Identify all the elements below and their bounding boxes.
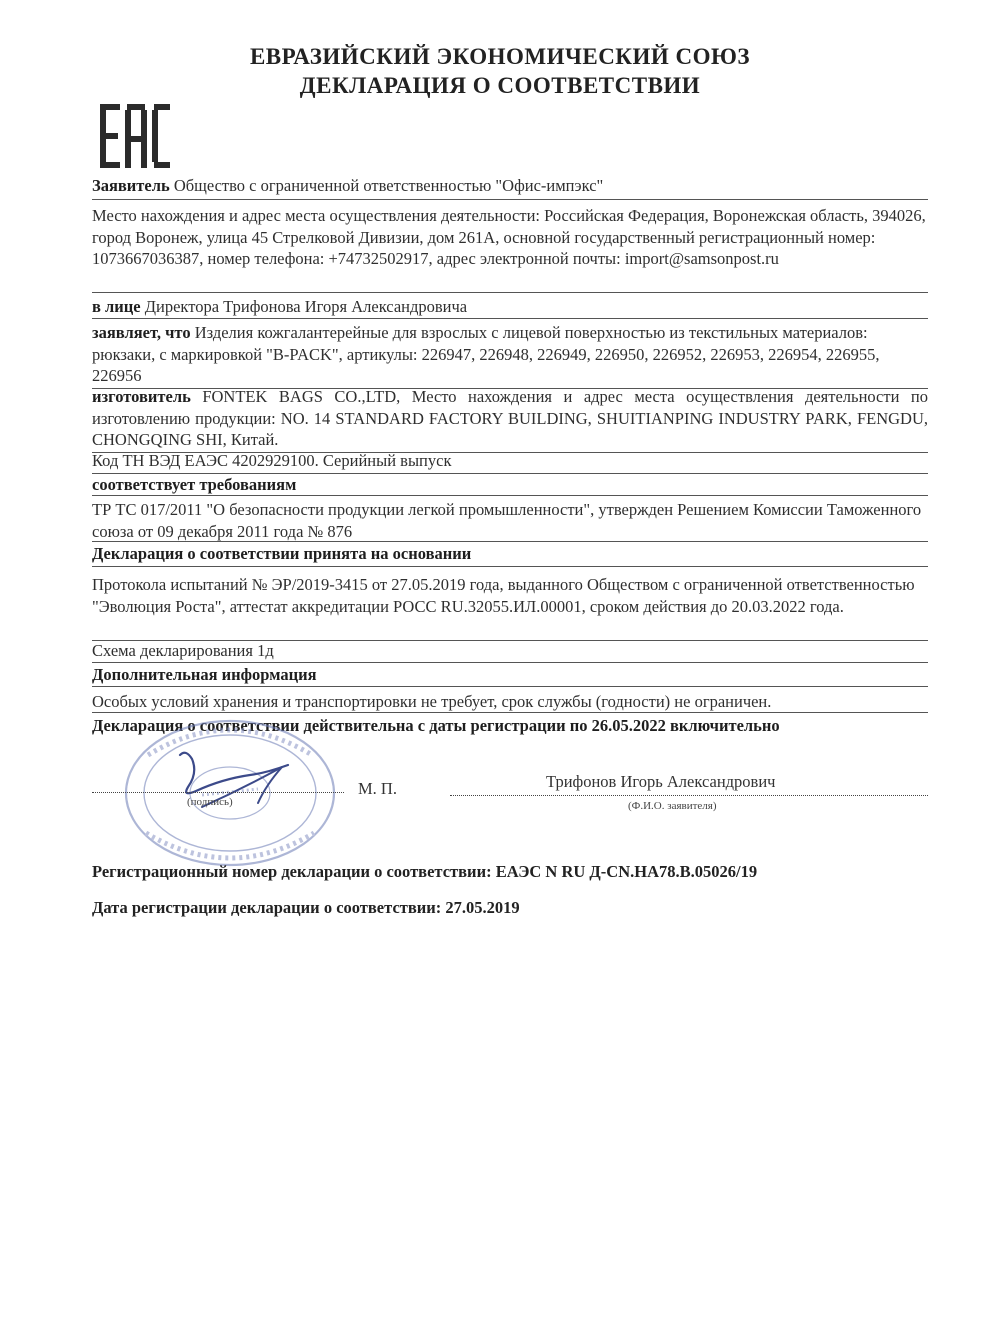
eac-mark-icon	[98, 100, 172, 172]
additional-value: Особых условий хранения и транспортировки не требует, срок службы (годности) не ограничен.	[92, 692, 772, 711]
divider	[92, 662, 928, 663]
divider	[92, 318, 928, 319]
validity-line: Декларация о соответствии действительна с даты регистрации по 26.05.2022 включительно	[92, 716, 780, 735]
union-title: ЕВРАЗИЙСКИЙ ЭКОНОМИЧЕСКИЙ СОЮЗ	[249, 44, 751, 69]
representative-value: Директора Трифонова Игоря Александровича	[144, 297, 468, 316]
complies-value: ТР ТС 017/2011 "О безопасности продукции легкой промышленности", утвержден Решением Комиссии Таможенного союза от 09 декабря 2011 года № 876	[92, 500, 922, 541]
declaration-scheme: Схема декларирования 1д	[92, 641, 274, 660]
divider	[92, 199, 928, 200]
document-title: ДЕКЛАРАЦИЯ О СООТВЕТСТВИИ	[299, 73, 701, 98]
applicant-value: Общество с ограниченной ответственностью "Офис-импэкс"	[173, 176, 604, 195]
representative-label: в лице	[92, 297, 141, 316]
signature-caption: (подпись)	[187, 796, 233, 808]
divider	[92, 686, 928, 687]
divider	[92, 712, 928, 713]
representative-line	[92, 296, 928, 318]
divider	[92, 495, 928, 496]
name-line	[450, 795, 928, 796]
declares-label: заявляет, что	[92, 323, 191, 342]
declares-value: Изделия кожгалантерейные для взрослых с лицевой поверхностью из текстильных материалов: рюкзаки, с маркировкой "B-PACK", артикулы: 226947, 226948, 226949, 226950, 226952, 226953, 226954, 226955, 226956	[92, 323, 880, 385]
signature-line	[92, 792, 344, 793]
manufacturer-label: изготовитель	[92, 387, 191, 406]
basis-value: Протокола испытаний № ЭР/2019-3415 от 27.05.2019 года, выданного Обществом с ограниченной ответственностью "Эволюция Роста", аттестат аккредитации РОСС RU.32055.ИЛ.00001, сроком действия до 20.03.2022 года.	[92, 575, 915, 616]
tn-ved-code: Код ТН ВЭД ЕАЭС 4202929100. Серийный выпуск	[92, 451, 452, 470]
address-block: Место нахождения и адрес места осуществления деятельности: Российская Федерация, Воронежская область, 394026, город Воронеж, улица 45 Стрелковой Дивизии, дом 261А, основной государственный регистрационный номер: 1073667036387, номер телефона: +74732502917, адрес электронной почты: import@samsonpost.ru	[92, 206, 926, 268]
seal-place: М. П.	[358, 779, 397, 798]
basis-label: Декларация о соответствии принята на основании	[92, 544, 472, 563]
applicant-label: Заявитель	[92, 176, 170, 195]
manufacturer-block	[92, 386, 928, 451]
manufacturer-value: FONTEK BAGS CO.,LTD, Место нахождения и адрес места осуществления деятельности по изготовлению продукции: NO. 14 STANDARD FACTORY BUILDING, SHUITIANPING INDUSTRY PARK, FENGDU, CHONGQING SHI, Китай.	[92, 387, 928, 449]
registration-number: Регистрационный номер декларации о соответствии: ЕАЭС N RU Д-CN.HA78.B.05026/19	[92, 862, 758, 881]
applicant-name: Трифонов Игорь Александрович	[546, 772, 776, 791]
name-caption: (Ф.И.О. заявителя)	[628, 800, 717, 812]
registration-date: Дата регистрации декларации о соответствии: 27.05.2019	[92, 898, 520, 917]
declares-block	[92, 322, 928, 387]
applicant-line	[92, 175, 928, 197]
additional-label: Дополнительная информация	[92, 665, 317, 684]
divider	[92, 292, 928, 293]
complies-label: соответствует требованиям	[92, 475, 297, 494]
divider	[92, 541, 928, 542]
divider	[92, 566, 928, 567]
